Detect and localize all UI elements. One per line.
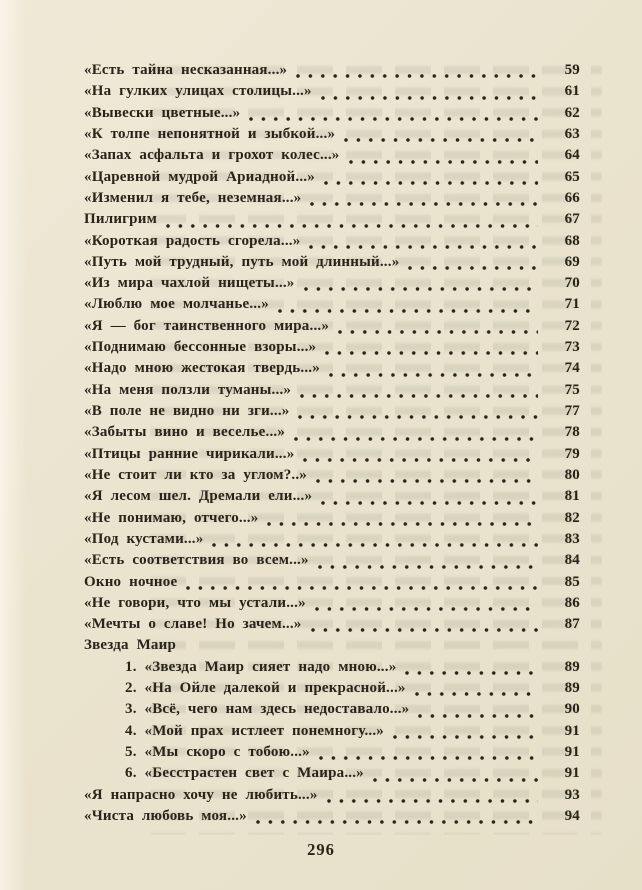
- toc-entry-title: «Не понимаю, отчего...»: [84, 509, 259, 526]
- toc-entry: [84, 531, 580, 552]
- toc-entry-page-number: 71: [564, 296, 580, 313]
- toc-entry: [84, 105, 580, 126]
- toc-entry-page-number: 94: [564, 807, 580, 824]
- toc-entry-page-number: 77: [564, 403, 580, 419]
- dot-leader: [267, 510, 538, 531]
- toc-entry-title: Звезда Маир: [84, 637, 177, 654]
- toc-entry-title: Окно ночное: [84, 573, 178, 590]
- toc-entry-page-number: 66: [564, 189, 580, 206]
- toc-entry-page-number: 81: [564, 488, 580, 505]
- dot-leader: [324, 169, 538, 190]
- toc-entry-page-number: 61: [564, 83, 580, 100]
- toc-entry-page-number: 74: [564, 360, 580, 377]
- toc-entry: [84, 680, 580, 701]
- toc-entry-title: «Под кустами...»: [84, 530, 204, 547]
- toc-entry-page-number: 91: [564, 722, 580, 739]
- dot-leader: [316, 467, 538, 488]
- dot-leader: [315, 595, 538, 616]
- toc-entry: [84, 701, 580, 722]
- toc-entry: [84, 190, 580, 211]
- toc-entry-page-number: 70: [564, 275, 580, 292]
- toc-entry-title: 3. «Всё, чего нам здесь недоставало...»: [125, 701, 410, 718]
- toc-entry-title: «Не стоит ли кто за углом?..»: [84, 466, 308, 483]
- toc-entry-title: Пилигрим: [84, 211, 157, 228]
- dot-leader: [309, 233, 538, 254]
- dot-leader: [278, 296, 538, 317]
- toc-entry: [84, 595, 580, 616]
- dot-leader: [296, 62, 538, 83]
- toc-entry: [84, 126, 580, 147]
- dot-leader: [212, 531, 538, 552]
- toc-entry-title: «Чиста любовь моя...»: [84, 807, 247, 824]
- toc-entry-title: «Люблю мое молчанье...»: [84, 296, 269, 313]
- page-number: 296: [307, 840, 335, 859]
- toc-entry-title: «Не говори, что мы устали...»: [84, 594, 306, 611]
- toc-entry-title: «На гулких улицах столицы...»: [84, 83, 312, 100]
- toc-entry-page-number: 91: [564, 744, 580, 760]
- toc-entry-title: 2. «На Ойле далекой и прекрасной...»: [125, 680, 406, 697]
- dot-leader: [338, 318, 538, 339]
- toc-entry-page-number: 85: [564, 573, 580, 590]
- toc-entry-title: «В поле не видно ни зги...»: [84, 403, 290, 419]
- toc-entry: [84, 211, 580, 232]
- toc-entry-title: 1. «Звезда Маир сияет надо мною...»: [125, 658, 397, 675]
- dot-leader: [303, 446, 538, 467]
- toc-entry-page-number: 86: [564, 594, 580, 611]
- dot-leader: [321, 83, 538, 104]
- toc-entry-title: «Вывески цветные...»: [84, 104, 241, 121]
- toc-entry-title: «Изменил я тебе, неземная...»: [84, 189, 302, 206]
- toc-entry: [84, 233, 580, 254]
- toc-entry-title: «Путь мой трудный, путь мой длинный...»: [84, 253, 400, 270]
- toc-entry-page-number: 69: [564, 253, 580, 270]
- toc-entry-page-number: 59: [564, 62, 580, 78]
- toc-entry-page-number: 64: [564, 147, 580, 164]
- toc-entry-page-number: 73: [564, 339, 580, 356]
- toc-entry-page-number: 87: [564, 616, 580, 633]
- dot-leader: [166, 211, 538, 232]
- toc-entry-page-number: 84: [564, 552, 580, 569]
- toc-entry: [84, 723, 580, 744]
- dot-leader: [329, 360, 538, 381]
- toc-entry-page-number: 65: [564, 168, 580, 185]
- toc-entry-page-number: 91: [564, 765, 580, 782]
- dot-leader: [393, 723, 538, 744]
- toc-entry: [84, 62, 580, 83]
- dot-leader: [415, 680, 538, 701]
- toc-entry: [84, 275, 580, 296]
- toc-entry-page-number: 89: [564, 658, 580, 675]
- toc-entry: [84, 339, 580, 360]
- dot-leader: [185, 637, 538, 658]
- toc-entry: [84, 382, 580, 403]
- toc-entry-title: «Птицы ранние чирикали...»: [84, 445, 295, 462]
- toc-entry: [84, 787, 580, 808]
- dot-leader: [298, 403, 538, 424]
- dot-leader: [304, 275, 538, 296]
- dot-leader: [300, 382, 538, 403]
- toc-entry: [84, 360, 580, 381]
- toc-entry-page-number: 63: [564, 125, 580, 142]
- dot-leader: [344, 126, 538, 147]
- toc-entry: [84, 169, 580, 190]
- toc-entry-page-number: 79: [564, 445, 580, 462]
- toc-entry-page-number: 72: [564, 317, 580, 334]
- dot-leader: [325, 339, 538, 360]
- toc-entry: [84, 552, 580, 573]
- toc-entry: [84, 403, 580, 424]
- toc-entry: [84, 83, 580, 104]
- toc-entry: [84, 744, 580, 765]
- toc-entry-title: 6. «Бесстрастен свет с Маира...»: [125, 765, 364, 782]
- toc-entry-title: «Короткая радость сгорела...»: [84, 232, 301, 249]
- toc-entry-page-number: 90: [564, 701, 580, 718]
- dot-leader: [186, 574, 538, 595]
- dot-leader: [311, 616, 539, 637]
- toc-entry: [84, 254, 580, 275]
- toc-entry: [84, 637, 580, 658]
- dot-leader: [349, 147, 539, 168]
- toc-entry-page-number: 83: [564, 530, 580, 547]
- dot-leader: [321, 488, 538, 509]
- dot-leader: [418, 701, 538, 722]
- toc-entry-title: «Царевной мудрой Ариадной...»: [84, 168, 315, 185]
- dot-leader: [294, 424, 538, 445]
- toc-entry-title: «Запах асфальта и грохот колес...»: [84, 147, 340, 164]
- toc-entry-page-number: 89: [564, 680, 580, 697]
- dot-leader: [256, 808, 538, 829]
- toc-entry-title: «Есть соответствия во всем...»: [84, 552, 309, 569]
- toc-entry-title: «Из мира чахлой нищеты...»: [84, 275, 295, 292]
- dot-leader: [327, 787, 538, 808]
- toc-entry-title: 4. «Мой прах истлеет понемногу...»: [125, 722, 384, 739]
- toc-entry-title: «К толпе непонятной и зыбкой...»: [84, 125, 336, 142]
- toc-entry: [84, 659, 580, 680]
- toc-entry-title: «Есть тайна несказанная...»: [84, 62, 288, 78]
- toc-entry-page-number: 67: [564, 211, 580, 228]
- dot-leader: [318, 552, 538, 573]
- toc-entry-title: «Я — бог таинственного мира...»: [84, 317, 330, 334]
- toc-entry-page-number: 93: [564, 786, 580, 803]
- toc-entry-title: «Надо мною жестокая твердь...»: [84, 360, 320, 377]
- toc-entry: [84, 510, 580, 531]
- dot-leader: [373, 765, 538, 786]
- dot-leader: [310, 190, 538, 211]
- toc-entry-title: «Поднимаю бессонные взоры...»: [84, 339, 317, 356]
- toc-entry-title: «Я лесом шел. Дремали ели...»: [84, 488, 313, 505]
- toc-entry-title: «Забыты вино и веселье...»: [84, 424, 286, 441]
- toc-entry-title: «Я напрасно хочу не любить...»: [84, 786, 318, 803]
- toc-entry: [84, 765, 580, 786]
- toc-entry: [84, 616, 580, 637]
- toc-entry-page-number: 68: [564, 232, 580, 249]
- toc-entry: [84, 488, 580, 509]
- toc-entry-title: «Мечты о славе! Но зачем...»: [84, 616, 302, 633]
- toc-entry-page-number: 78: [564, 424, 580, 441]
- dot-leader: [319, 744, 538, 765]
- toc-entry: [84, 574, 580, 595]
- toc-entry-title: «На меня ползли туманы...»: [84, 381, 292, 398]
- toc-entry-page-number: 80: [564, 466, 580, 483]
- table-of-contents: [84, 62, 580, 829]
- toc-entry: [84, 318, 580, 339]
- toc-entry-title: 5. «Мы скоро с тобою...»: [125, 744, 310, 760]
- toc-entry-page-number: 62: [564, 104, 580, 121]
- toc-entry: [84, 147, 580, 168]
- dot-leader: [405, 659, 538, 680]
- dot-leader: [249, 105, 538, 126]
- toc-entry-page-number: 75: [564, 381, 580, 398]
- toc-entry: [84, 424, 580, 445]
- toc-entry: [84, 296, 580, 317]
- toc-entry-page-number: 82: [564, 509, 580, 526]
- toc-entry: [84, 446, 580, 467]
- dot-leader: [408, 254, 538, 275]
- toc-entry: [84, 808, 580, 829]
- toc-entry: [84, 467, 580, 488]
